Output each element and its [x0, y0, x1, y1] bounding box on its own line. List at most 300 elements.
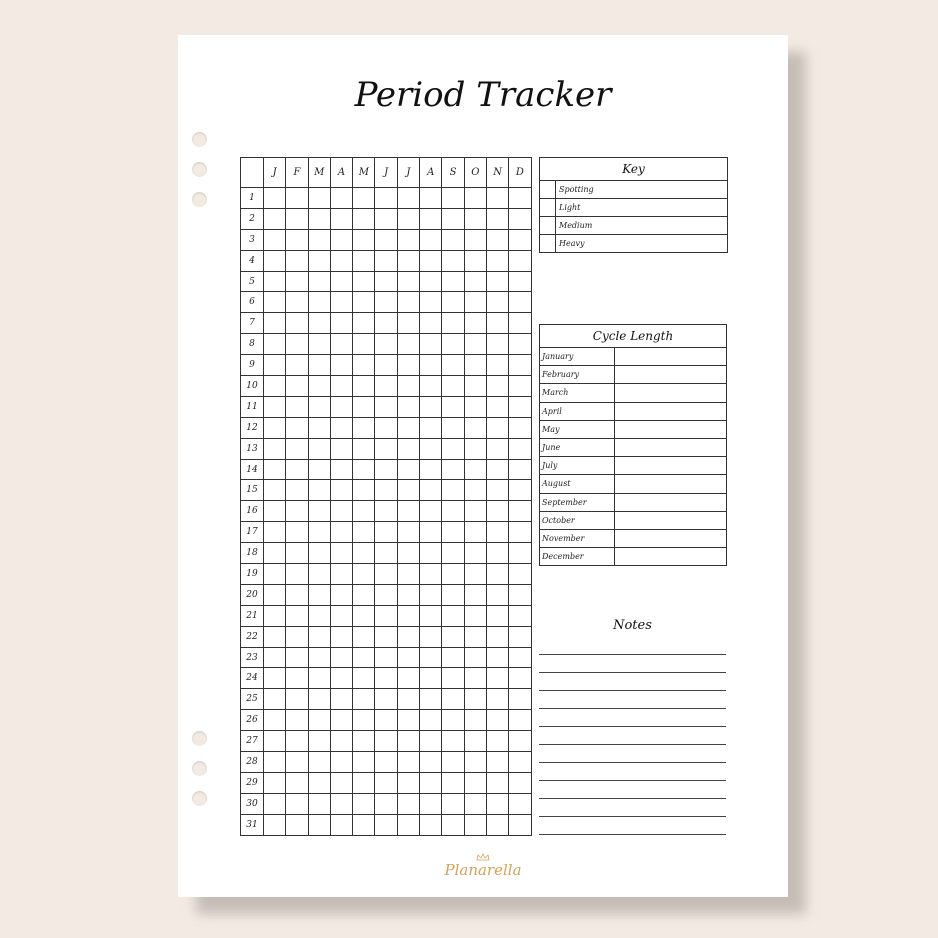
tracker-cell[interactable]	[353, 208, 375, 229]
tracker-cell[interactable]	[264, 229, 286, 250]
tracker-cell[interactable]	[420, 731, 442, 752]
tracker-cell[interactable]	[353, 396, 375, 417]
tracker-cell[interactable]	[286, 459, 308, 480]
tracker-cell[interactable]	[353, 376, 375, 397]
tracker-cell[interactable]	[464, 396, 486, 417]
tracker-cell[interactable]	[442, 668, 464, 689]
tracker-cell[interactable]	[509, 710, 531, 731]
tracker-cell[interactable]	[486, 229, 508, 250]
note-line[interactable]	[539, 744, 726, 745]
tracker-cell[interactable]	[375, 229, 397, 250]
tracker-cell[interactable]	[375, 396, 397, 417]
tracker-cell[interactable]	[464, 376, 486, 397]
tracker-cell[interactable]	[264, 459, 286, 480]
tracker-cell[interactable]	[442, 647, 464, 668]
tracker-cell[interactable]	[375, 543, 397, 564]
tracker-cell[interactable]	[353, 543, 375, 564]
tracker-cell[interactable]	[330, 396, 352, 417]
tracker-cell[interactable]	[375, 793, 397, 814]
tracker-cell[interactable]	[286, 188, 308, 209]
tracker-cell[interactable]	[509, 229, 531, 250]
cycle-length-cell[interactable]	[615, 384, 726, 401]
tracker-cell[interactable]	[308, 584, 330, 605]
note-line[interactable]	[539, 726, 726, 727]
tracker-cell[interactable]	[509, 459, 531, 480]
tracker-cell[interactable]	[330, 355, 352, 376]
tracker-cell[interactable]	[464, 772, 486, 793]
tracker-cell[interactable]	[486, 355, 508, 376]
tracker-cell[interactable]	[375, 731, 397, 752]
tracker-cell[interactable]	[286, 334, 308, 355]
tracker-cell[interactable]	[286, 396, 308, 417]
tracker-cell[interactable]	[308, 355, 330, 376]
tracker-cell[interactable]	[330, 438, 352, 459]
tracker-cell[interactable]	[464, 522, 486, 543]
tracker-cell[interactable]	[442, 731, 464, 752]
note-line[interactable]	[539, 672, 726, 673]
tracker-cell[interactable]	[308, 208, 330, 229]
tracker-cell[interactable]	[442, 689, 464, 710]
note-line[interactable]	[539, 762, 726, 763]
tracker-cell[interactable]	[353, 501, 375, 522]
tracker-cell[interactable]	[353, 752, 375, 773]
tracker-cell[interactable]	[375, 313, 397, 334]
tracker-cell[interactable]	[420, 752, 442, 773]
tracker-cell[interactable]	[420, 459, 442, 480]
tracker-cell[interactable]	[464, 250, 486, 271]
tracker-cell[interactable]	[509, 188, 531, 209]
tracker-cell[interactable]	[420, 605, 442, 626]
tracker-cell[interactable]	[486, 731, 508, 752]
tracker-cell[interactable]	[286, 772, 308, 793]
tracker-cell[interactable]	[420, 334, 442, 355]
tracker-cell[interactable]	[330, 334, 352, 355]
tracker-cell[interactable]	[442, 208, 464, 229]
tracker-cell[interactable]	[286, 626, 308, 647]
tracker-cell[interactable]	[286, 564, 308, 585]
tracker-cell[interactable]	[442, 271, 464, 292]
tracker-cell[interactable]	[330, 752, 352, 773]
tracker-cell[interactable]	[486, 814, 508, 835]
tracker-cell[interactable]	[420, 480, 442, 501]
tracker-cell[interactable]	[353, 438, 375, 459]
tracker-cell[interactable]	[286, 647, 308, 668]
tracker-cell[interactable]	[264, 188, 286, 209]
tracker-cell[interactable]	[330, 605, 352, 626]
tracker-cell[interactable]	[264, 668, 286, 689]
tracker-cell[interactable]	[420, 543, 442, 564]
tracker-cell[interactable]	[509, 355, 531, 376]
tracker-cell[interactable]	[286, 480, 308, 501]
tracker-cell[interactable]	[375, 355, 397, 376]
tracker-cell[interactable]	[353, 605, 375, 626]
tracker-cell[interactable]	[353, 188, 375, 209]
tracker-cell[interactable]	[442, 564, 464, 585]
tracker-cell[interactable]	[353, 626, 375, 647]
tracker-cell[interactable]	[397, 731, 419, 752]
tracker-cell[interactable]	[286, 417, 308, 438]
tracker-cell[interactable]	[397, 647, 419, 668]
tracker-cell[interactable]	[330, 376, 352, 397]
tracker-cell[interactable]	[442, 522, 464, 543]
tracker-cell[interactable]	[397, 417, 419, 438]
tracker-cell[interactable]	[442, 459, 464, 480]
tracker-cell[interactable]	[286, 522, 308, 543]
tracker-cell[interactable]	[442, 772, 464, 793]
note-line[interactable]	[539, 780, 726, 781]
tracker-cell[interactable]	[442, 250, 464, 271]
tracker-cell[interactable]	[509, 250, 531, 271]
tracker-cell[interactable]	[353, 814, 375, 835]
tracker-cell[interactable]	[308, 313, 330, 334]
tracker-cell[interactable]	[509, 752, 531, 773]
tracker-cell[interactable]	[486, 647, 508, 668]
tracker-cell[interactable]	[375, 501, 397, 522]
tracker-cell[interactable]	[420, 208, 442, 229]
note-line[interactable]	[539, 654, 726, 655]
tracker-cell[interactable]	[464, 752, 486, 773]
tracker-cell[interactable]	[486, 668, 508, 689]
tracker-cell[interactable]	[375, 417, 397, 438]
tracker-cell[interactable]	[286, 710, 308, 731]
tracker-cell[interactable]	[308, 271, 330, 292]
tracker-cell[interactable]	[420, 564, 442, 585]
tracker-cell[interactable]	[264, 522, 286, 543]
tracker-cell[interactable]	[464, 438, 486, 459]
tracker-cell[interactable]	[375, 292, 397, 313]
tracker-cell[interactable]	[264, 814, 286, 835]
tracker-cell[interactable]	[330, 188, 352, 209]
tracker-cell[interactable]	[420, 772, 442, 793]
tracker-cell[interactable]	[353, 355, 375, 376]
tracker-cell[interactable]	[375, 605, 397, 626]
tracker-cell[interactable]	[353, 292, 375, 313]
tracker-cell[interactable]	[286, 731, 308, 752]
cycle-length-cell[interactable]	[615, 494, 726, 511]
tracker-cell[interactable]	[486, 313, 508, 334]
tracker-cell[interactable]	[330, 772, 352, 793]
tracker-cell[interactable]	[330, 522, 352, 543]
tracker-cell[interactable]	[264, 543, 286, 564]
note-line[interactable]	[539, 690, 726, 691]
tracker-cell[interactable]	[442, 229, 464, 250]
tracker-cell[interactable]	[264, 710, 286, 731]
cycle-length-cell[interactable]	[615, 403, 726, 420]
tracker-cell[interactable]	[397, 229, 419, 250]
tracker-cell[interactable]	[397, 480, 419, 501]
tracker-cell[interactable]	[509, 626, 531, 647]
tracker-cell[interactable]	[308, 564, 330, 585]
tracker-cell[interactable]	[375, 752, 397, 773]
tracker-cell[interactable]	[353, 647, 375, 668]
tracker-cell[interactable]	[509, 584, 531, 605]
tracker-cell[interactable]	[330, 793, 352, 814]
tracker-cell[interactable]	[286, 752, 308, 773]
tracker-cell[interactable]	[397, 313, 419, 334]
tracker-cell[interactable]	[442, 584, 464, 605]
tracker-cell[interactable]	[486, 438, 508, 459]
tracker-cell[interactable]	[397, 459, 419, 480]
tracker-cell[interactable]	[420, 689, 442, 710]
tracker-cell[interactable]	[264, 564, 286, 585]
tracker-cell[interactable]	[464, 208, 486, 229]
tracker-cell[interactable]	[375, 480, 397, 501]
tracker-cell[interactable]	[308, 814, 330, 835]
tracker-cell[interactable]	[353, 689, 375, 710]
tracker-cell[interactable]	[308, 459, 330, 480]
tracker-cell[interactable]	[286, 250, 308, 271]
tracker-cell[interactable]	[420, 584, 442, 605]
tracker-cell[interactable]	[353, 584, 375, 605]
tracker-cell[interactable]	[330, 710, 352, 731]
tracker-cell[interactable]	[420, 522, 442, 543]
tracker-cell[interactable]	[375, 522, 397, 543]
tracker-cell[interactable]	[509, 731, 531, 752]
tracker-cell[interactable]	[397, 208, 419, 229]
tracker-cell[interactable]	[397, 543, 419, 564]
note-line[interactable]	[539, 798, 726, 799]
tracker-cell[interactable]	[308, 522, 330, 543]
key-swatch[interactable]	[540, 235, 556, 252]
tracker-cell[interactable]	[397, 793, 419, 814]
tracker-cell[interactable]	[286, 229, 308, 250]
tracker-cell[interactable]	[308, 396, 330, 417]
tracker-cell[interactable]	[286, 376, 308, 397]
key-swatch[interactable]	[540, 181, 556, 198]
tracker-cell[interactable]	[442, 543, 464, 564]
tracker-cell[interactable]	[308, 229, 330, 250]
tracker-cell[interactable]	[330, 668, 352, 689]
tracker-cell[interactable]	[486, 292, 508, 313]
tracker-cell[interactable]	[420, 229, 442, 250]
tracker-cell[interactable]	[375, 710, 397, 731]
tracker-cell[interactable]	[397, 250, 419, 271]
tracker-cell[interactable]	[464, 417, 486, 438]
tracker-cell[interactable]	[330, 229, 352, 250]
tracker-cell[interactable]	[442, 752, 464, 773]
tracker-cell[interactable]	[264, 501, 286, 522]
tracker-cell[interactable]	[330, 271, 352, 292]
tracker-cell[interactable]	[330, 313, 352, 334]
tracker-cell[interactable]	[442, 626, 464, 647]
tracker-cell[interactable]	[330, 626, 352, 647]
tracker-cell[interactable]	[442, 501, 464, 522]
tracker-cell[interactable]	[486, 188, 508, 209]
tracker-cell[interactable]	[420, 647, 442, 668]
tracker-cell[interactable]	[308, 376, 330, 397]
tracker-cell[interactable]	[264, 396, 286, 417]
tracker-cell[interactable]	[375, 188, 397, 209]
tracker-cell[interactable]	[486, 626, 508, 647]
tracker-cell[interactable]	[286, 501, 308, 522]
tracker-cell[interactable]	[264, 647, 286, 668]
tracker-cell[interactable]	[509, 772, 531, 793]
tracker-cell[interactable]	[464, 793, 486, 814]
tracker-cell[interactable]	[330, 480, 352, 501]
tracker-cell[interactable]	[442, 605, 464, 626]
tracker-cell[interactable]	[509, 814, 531, 835]
tracker-cell[interactable]	[308, 543, 330, 564]
tracker-cell[interactable]	[442, 188, 464, 209]
tracker-cell[interactable]	[509, 793, 531, 814]
tracker-cell[interactable]	[308, 752, 330, 773]
tracker-cell[interactable]	[375, 647, 397, 668]
tracker-cell[interactable]	[420, 501, 442, 522]
note-line[interactable]	[539, 834, 726, 835]
tracker-cell[interactable]	[286, 668, 308, 689]
tracker-cell[interactable]	[353, 334, 375, 355]
tracker-cell[interactable]	[264, 605, 286, 626]
tracker-cell[interactable]	[308, 501, 330, 522]
tracker-cell[interactable]	[486, 772, 508, 793]
tracker-cell[interactable]	[397, 814, 419, 835]
tracker-cell[interactable]	[308, 417, 330, 438]
cycle-length-cell[interactable]	[615, 366, 726, 383]
tracker-cell[interactable]	[308, 731, 330, 752]
tracker-cell[interactable]	[286, 313, 308, 334]
tracker-cell[interactable]	[509, 647, 531, 668]
tracker-cell[interactable]	[397, 689, 419, 710]
tracker-cell[interactable]	[442, 438, 464, 459]
tracker-cell[interactable]	[397, 522, 419, 543]
tracker-cell[interactable]	[308, 626, 330, 647]
tracker-cell[interactable]	[442, 710, 464, 731]
tracker-cell[interactable]	[264, 355, 286, 376]
tracker-cell[interactable]	[375, 584, 397, 605]
tracker-cell[interactable]	[509, 543, 531, 564]
tracker-cell[interactable]	[375, 626, 397, 647]
tracker-cell[interactable]	[286, 605, 308, 626]
tracker-cell[interactable]	[264, 626, 286, 647]
tracker-cell[interactable]	[464, 188, 486, 209]
tracker-cell[interactable]	[442, 793, 464, 814]
tracker-cell[interactable]	[397, 396, 419, 417]
tracker-cell[interactable]	[464, 313, 486, 334]
tracker-cell[interactable]	[442, 376, 464, 397]
tracker-cell[interactable]	[486, 584, 508, 605]
tracker-cell[interactable]	[353, 564, 375, 585]
note-line[interactable]	[539, 816, 726, 817]
tracker-cell[interactable]	[464, 731, 486, 752]
tracker-cell[interactable]	[397, 334, 419, 355]
tracker-cell[interactable]	[420, 376, 442, 397]
tracker-cell[interactable]	[509, 689, 531, 710]
tracker-cell[interactable]	[509, 438, 531, 459]
key-swatch[interactable]	[540, 199, 556, 216]
tracker-cell[interactable]	[308, 668, 330, 689]
tracker-cell[interactable]	[330, 647, 352, 668]
tracker-cell[interactable]	[464, 584, 486, 605]
tracker-cell[interactable]	[486, 564, 508, 585]
tracker-cell[interactable]	[397, 752, 419, 773]
tracker-cell[interactable]	[397, 355, 419, 376]
tracker-cell[interactable]	[486, 480, 508, 501]
tracker-cell[interactable]	[509, 396, 531, 417]
tracker-cell[interactable]	[509, 334, 531, 355]
tracker-cell[interactable]	[397, 376, 419, 397]
tracker-cell[interactable]	[464, 501, 486, 522]
tracker-cell[interactable]	[509, 271, 531, 292]
tracker-cell[interactable]	[397, 772, 419, 793]
tracker-cell[interactable]	[464, 647, 486, 668]
tracker-cell[interactable]	[264, 793, 286, 814]
tracker-cell[interactable]	[375, 564, 397, 585]
tracker-cell[interactable]	[397, 668, 419, 689]
tracker-cell[interactable]	[509, 313, 531, 334]
tracker-cell[interactable]	[353, 731, 375, 752]
tracker-cell[interactable]	[353, 793, 375, 814]
tracker-cell[interactable]	[486, 605, 508, 626]
tracker-cell[interactable]	[264, 731, 286, 752]
tracker-cell[interactable]	[286, 584, 308, 605]
tracker-cell[interactable]	[308, 793, 330, 814]
tracker-cell[interactable]	[375, 271, 397, 292]
tracker-cell[interactable]	[509, 480, 531, 501]
tracker-cell[interactable]	[442, 355, 464, 376]
tracker-cell[interactable]	[397, 501, 419, 522]
tracker-cell[interactable]	[464, 814, 486, 835]
tracker-cell[interactable]	[308, 480, 330, 501]
tracker-cell[interactable]	[420, 710, 442, 731]
cycle-length-cell[interactable]	[615, 530, 726, 547]
tracker-cell[interactable]	[442, 814, 464, 835]
tracker-cell[interactable]	[375, 772, 397, 793]
tracker-cell[interactable]	[509, 417, 531, 438]
tracker-cell[interactable]	[442, 313, 464, 334]
tracker-cell[interactable]	[464, 271, 486, 292]
tracker-cell[interactable]	[397, 710, 419, 731]
tracker-cell[interactable]	[353, 313, 375, 334]
tracker-cell[interactable]	[442, 396, 464, 417]
tracker-cell[interactable]	[308, 605, 330, 626]
tracker-cell[interactable]	[420, 355, 442, 376]
key-swatch[interactable]	[540, 217, 556, 234]
tracker-cell[interactable]	[486, 334, 508, 355]
tracker-cell[interactable]	[486, 501, 508, 522]
tracker-cell[interactable]	[375, 814, 397, 835]
tracker-cell[interactable]	[330, 689, 352, 710]
tracker-cell[interactable]	[330, 459, 352, 480]
tracker-cell[interactable]	[353, 417, 375, 438]
tracker-cell[interactable]	[464, 334, 486, 355]
tracker-cell[interactable]	[464, 710, 486, 731]
tracker-cell[interactable]	[420, 396, 442, 417]
tracker-cell[interactable]	[375, 208, 397, 229]
tracker-cell[interactable]	[308, 250, 330, 271]
tracker-cell[interactable]	[264, 438, 286, 459]
tracker-cell[interactable]	[330, 417, 352, 438]
tracker-cell[interactable]	[420, 793, 442, 814]
tracker-cell[interactable]	[442, 417, 464, 438]
tracker-cell[interactable]	[330, 543, 352, 564]
tracker-cell[interactable]	[286, 208, 308, 229]
tracker-cell[interactable]	[353, 668, 375, 689]
tracker-cell[interactable]	[264, 271, 286, 292]
tracker-cell[interactable]	[330, 292, 352, 313]
tracker-cell[interactable]	[353, 250, 375, 271]
tracker-cell[interactable]	[397, 438, 419, 459]
cycle-length-cell[interactable]	[615, 421, 726, 438]
tracker-cell[interactable]	[353, 459, 375, 480]
tracker-cell[interactable]	[375, 459, 397, 480]
tracker-cell[interactable]	[464, 229, 486, 250]
tracker-cell[interactable]	[486, 208, 508, 229]
tracker-cell[interactable]	[308, 647, 330, 668]
tracker-cell[interactable]	[420, 417, 442, 438]
tracker-cell[interactable]	[353, 772, 375, 793]
tracker-cell[interactable]	[286, 814, 308, 835]
tracker-cell[interactable]	[420, 668, 442, 689]
